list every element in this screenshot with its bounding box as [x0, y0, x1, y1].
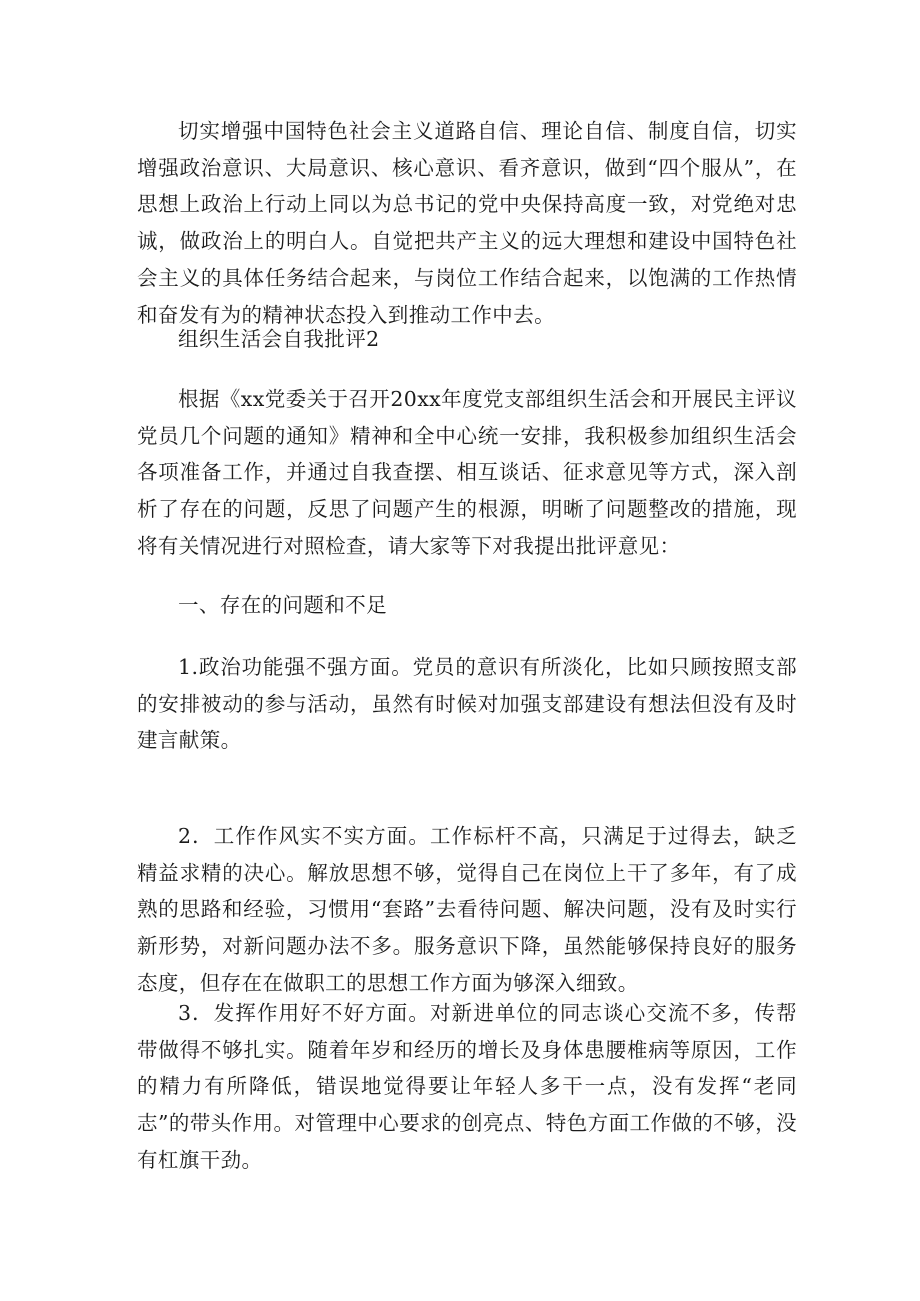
- list-item-role-played: 3．发挥作用好不好方面。对新进单位的同志谈心交流不多，传帮带做得不够扎实。随着年岁和经历的增长及身体患腰椎病等原因，工作的精力有所降低，错误地觉得要让年轻人多干一点，没有发挥“老同志”的带头作用。对管理中心要求的创亮点、特色方面工作做的不够，没有杠旗干劲。: [137, 1001, 797, 1172]
- list-item-political-function: 1.政治功能强不强方面。党员的意识有所淡化，比如只顾按照支部的安排被动的参与活动，虽然有时候对加强支部建设有想法但没有及时建言献策。: [137, 655, 797, 753]
- heading-problems: 一、存在的问题和不足: [178, 593, 387, 617]
- paragraph-introduction: 根据《xx党委关于召开20xx年度党支部组织生活会和开展民主评议党员几个问题的通知》精神和全中心统一安排，我积极参加组织生活会各项准备工作，并通过自我查摆、相互谈话、征求意见等方式，深入剖析了存在的问题，反思了问题产生的根源，明晰了问题整改的措施，现将有关情况进行对照检查，请大家等下对我提出批评意见：: [137, 387, 797, 558]
- list-item-work-style: 2．工作作风实不实方面。工作标杆不高，只满足于过得去，缺乏精益求精的决心。解放思想不够，觉得自己在岗位上干了多年，有了成熟的思路和经验，习惯用“套路”去看待问题、解决问题，没有及时实行新形势，对新问题办法不多。服务意识下降，虽然能够保持良好的服务态度，但存在在做职工的思想工作方面为够深入细致。: [137, 824, 797, 995]
- section-title: 组织生活会自我批评2: [178, 327, 380, 351]
- paragraph-political-confidence: 切实增强中国特色社会主义道路自信、理论自信、制度自信，切实增强政治意识、大局意识、核心意识、看齐意识，做到“四个服从”，在思想上政治上行动上同以为总书记的党中央保持高度一致，对党绝对忠诚，做政治上的明白人。自觉把共产主义的远大理想和建设中国特色社会主义的具体任务结合起来，与岗位工作结合起来，以饱满的工作热情和奋发有为的精神状态投入到推动工作中去。: [137, 119, 797, 327]
